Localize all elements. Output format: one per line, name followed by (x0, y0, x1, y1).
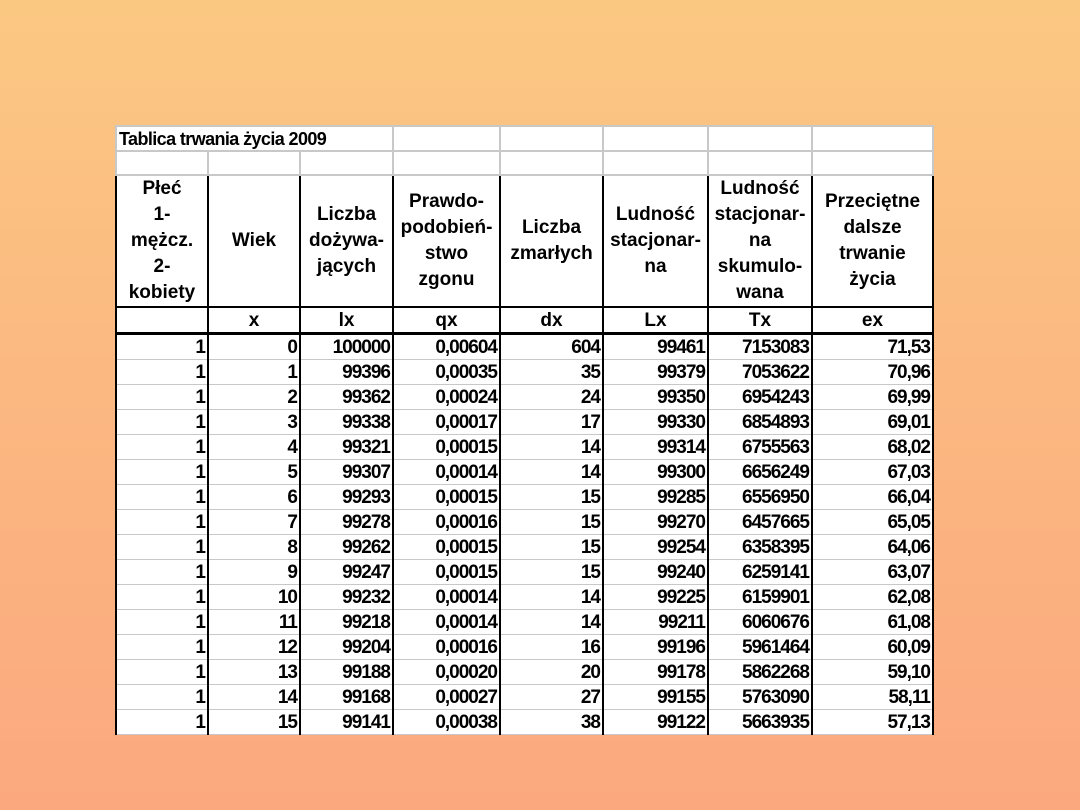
table-row (116, 410, 933, 435)
header-line: trwanie (839, 243, 906, 264)
life-table (115, 125, 934, 735)
cell-Lx: 99461 (603, 334, 708, 360)
cell-sex: 1 (116, 685, 208, 710)
cell-Tx: 6656249 (708, 460, 812, 485)
cell-ex: 59,10 (812, 660, 933, 685)
cell-sex: 1 (116, 710, 208, 735)
cell-qx: 0,00015 (393, 560, 500, 585)
cell-dx: 35 (500, 360, 603, 385)
cell-ex: 66,04 (812, 485, 933, 510)
cell-qx: 0,00016 (393, 510, 500, 535)
cell-ex: 69,01 (812, 410, 933, 435)
cell-dx: 604 (500, 334, 603, 360)
cell-ex: 69,99 (812, 385, 933, 410)
header-line: Prawdo- (409, 191, 484, 212)
table-row (116, 585, 933, 610)
empty-cell (116, 151, 208, 175)
cell-qx: 0,00014 (393, 585, 500, 610)
header-deaths (500, 175, 603, 307)
symbol-dx: dx (500, 307, 603, 334)
header-line: Liczba (521, 217, 582, 238)
cell-Tx: 6854893 (708, 410, 812, 435)
table-title: Tablica trwania życia 2009 (116, 126, 393, 151)
cell-dx: 15 (500, 510, 603, 535)
cell-Lx: 99285 (603, 485, 708, 510)
cell-Tx: 6060676 (708, 610, 812, 635)
table-row (116, 660, 933, 685)
table-row (116, 485, 933, 510)
cell-age: 5 (208, 460, 300, 485)
header-line: stacjonar- (610, 230, 701, 251)
header-line: życia (849, 269, 896, 290)
header-line: Wiek (231, 230, 277, 251)
cell-age: 7 (208, 510, 300, 535)
cell-age: 0 (208, 334, 300, 360)
empty-cell (708, 151, 812, 175)
cell-Tx: 6159901 (708, 585, 812, 610)
cell-qx: 0,00014 (393, 610, 500, 635)
header-line: jących (316, 256, 377, 277)
cell-sex: 1 (116, 334, 208, 360)
cell-age: 8 (208, 535, 300, 560)
empty-cell (708, 126, 812, 151)
cell-sex: 1 (116, 385, 208, 410)
cell-age: 12 (208, 635, 300, 660)
cell-age: 2 (208, 385, 300, 410)
cell-sex: 1 (116, 410, 208, 435)
table-row (116, 435, 933, 460)
cell-Lx: 99178 (603, 660, 708, 685)
cell-age: 14 (208, 685, 300, 710)
cell-dx: 14 (500, 435, 603, 460)
cell-lx: 99278 (300, 510, 393, 535)
table-row (116, 610, 933, 635)
cell-Lx: 99254 (603, 535, 708, 560)
cell-ex: 70,96 (812, 360, 933, 385)
header-population (603, 175, 708, 307)
header-line: mężcz. (130, 230, 194, 251)
cell-lx: 99338 (300, 410, 393, 435)
cell-Tx: 6358395 (708, 535, 812, 560)
cell-ex: 68,02 (812, 435, 933, 460)
empty-cell (500, 126, 603, 151)
cell-lx: 99168 (300, 685, 393, 710)
cell-dx: 14 (500, 610, 603, 635)
cell-age: 1 (208, 360, 300, 385)
header-line: Ludność (615, 204, 696, 225)
cell-Tx: 6755563 (708, 435, 812, 460)
cell-ex: 61,08 (812, 610, 933, 635)
cell-age: 13 (208, 660, 300, 685)
cell-dx: 20 (500, 660, 603, 685)
symbol-x: x (208, 307, 300, 334)
cell-Lx: 99330 (603, 410, 708, 435)
cell-sex: 1 (116, 535, 208, 560)
cell-lx: 99262 (300, 535, 393, 560)
cell-dx: 14 (500, 585, 603, 610)
header-line: Przeciętne (824, 191, 921, 212)
cell-age: 6 (208, 485, 300, 510)
cell-Lx: 99196 (603, 635, 708, 660)
cell-ex: 64,06 (812, 535, 933, 560)
cell-Tx: 6954243 (708, 385, 812, 410)
header-line: Liczba (316, 204, 377, 225)
table-row (116, 510, 933, 535)
header-age (208, 175, 300, 307)
title-row (116, 126, 933, 151)
cell-Tx: 5763090 (708, 685, 812, 710)
header-line: Płeć (142, 178, 182, 199)
cell-qx: 0,00015 (393, 485, 500, 510)
cell-lx: 99247 (300, 560, 393, 585)
header-line: dalsze (843, 217, 902, 238)
table-row (116, 460, 933, 485)
cell-lx: 99321 (300, 435, 393, 460)
cell-Tx: 5961464 (708, 635, 812, 660)
header-life-expectancy (812, 175, 933, 307)
cell-Lx: 99225 (603, 585, 708, 610)
empty-cell (500, 151, 603, 175)
cell-age: 9 (208, 560, 300, 585)
cell-ex: 71,53 (812, 334, 933, 360)
table-row (116, 334, 933, 360)
cell-dx: 15 (500, 485, 603, 510)
symbol-sex (116, 307, 208, 334)
symbol-row (116, 307, 933, 334)
header-line: na (748, 230, 772, 251)
cell-sex: 1 (116, 485, 208, 510)
empty-cell (393, 151, 500, 175)
cell-qx: 0,00014 (393, 460, 500, 485)
cell-Tx: 6556950 (708, 485, 812, 510)
table-row (116, 385, 933, 410)
table-row (116, 635, 933, 660)
cell-lx: 99188 (300, 660, 393, 685)
cell-lx: 100000 (300, 334, 393, 360)
header-line: 1- (153, 204, 171, 225)
header-line: na (644, 256, 667, 277)
cell-sex: 1 (116, 510, 208, 535)
cell-Lx: 99155 (603, 685, 708, 710)
cell-lx: 99307 (300, 460, 393, 485)
cell-Tx: 7153083 (708, 334, 812, 360)
cell-sex: 1 (116, 435, 208, 460)
cell-dx: 14 (500, 460, 603, 485)
cell-qx: 0,00017 (393, 410, 500, 435)
cell-Lx: 99122 (603, 710, 708, 735)
cell-ex: 63,07 (812, 560, 933, 585)
cell-qx: 0,00035 (393, 360, 500, 385)
cell-Tx: 6259141 (708, 560, 812, 585)
header-sex (116, 175, 208, 307)
cell-qx: 0,00024 (393, 385, 500, 410)
table-row (116, 535, 933, 560)
symbol-Tx: Tx (708, 307, 812, 334)
cell-lx: 99293 (300, 485, 393, 510)
header-line: zmarłych (510, 243, 593, 264)
header-line: podobień- (400, 217, 493, 238)
cell-dx: 24 (500, 385, 603, 410)
cell-Lx: 99240 (603, 560, 708, 585)
cell-age: 10 (208, 585, 300, 610)
header-line: zgonu (418, 269, 475, 290)
cell-lx: 99141 (300, 710, 393, 735)
table-row (116, 685, 933, 710)
symbol-lx: lx (300, 307, 393, 334)
column-header-row (116, 175, 933, 307)
cell-lx: 99218 (300, 610, 393, 635)
empty-cell (812, 151, 933, 175)
cell-sex: 1 (116, 610, 208, 635)
cell-dx: 38 (500, 710, 603, 735)
empty-cell (603, 126, 708, 151)
cell-dx: 27 (500, 685, 603, 710)
cell-Lx: 99211 (603, 610, 708, 635)
cell-qx: 0,00020 (393, 660, 500, 685)
cell-Lx: 99350 (603, 385, 708, 410)
cell-ex: 60,09 (812, 635, 933, 660)
header-line: dożywa- (309, 230, 384, 251)
cell-lx: 99396 (300, 360, 393, 385)
empty-cell (393, 126, 500, 151)
cell-ex: 57,13 (812, 710, 933, 735)
cell-Lx: 99300 (603, 460, 708, 485)
cell-qx: 0,00015 (393, 535, 500, 560)
cell-ex: 65,05 (812, 510, 933, 535)
symbol-Lx: Lx (603, 307, 708, 334)
cell-ex: 67,03 (812, 460, 933, 485)
cell-lx: 99204 (300, 635, 393, 660)
cell-ex: 62,08 (812, 585, 933, 610)
cell-sex: 1 (116, 360, 208, 385)
cell-qx: 0,00038 (393, 710, 500, 735)
header-line: Ludność (720, 178, 800, 199)
header-line: skumulo- (717, 256, 803, 277)
empty-cell (208, 151, 300, 175)
cell-sex: 1 (116, 585, 208, 610)
blank-row (116, 151, 933, 175)
cell-age: 3 (208, 410, 300, 435)
cell-Tx: 5862268 (708, 660, 812, 685)
header-line: wana (736, 282, 784, 303)
cell-sex: 1 (116, 460, 208, 485)
cell-Tx: 5663935 (708, 710, 812, 735)
cell-sex: 1 (116, 660, 208, 685)
header-line: stacjonar- (714, 204, 806, 225)
cell-lx: 99232 (300, 585, 393, 610)
header-survivors (300, 175, 393, 307)
empty-cell (300, 151, 393, 175)
cell-sex: 1 (116, 560, 208, 585)
cell-qx: 0,00604 (393, 334, 500, 360)
cell-dx: 16 (500, 635, 603, 660)
cell-qx: 0,00016 (393, 635, 500, 660)
table-row (116, 560, 933, 585)
cell-ex: 58,11 (812, 685, 933, 710)
cell-age: 4 (208, 435, 300, 460)
cell-Tx: 6457665 (708, 510, 812, 535)
empty-cell (812, 126, 933, 151)
cell-age: 15 (208, 710, 300, 735)
cell-sex: 1 (116, 635, 208, 660)
cell-age: 11 (208, 610, 300, 635)
cell-dx: 17 (500, 410, 603, 435)
cell-dx: 15 (500, 535, 603, 560)
header-line: stwo (424, 243, 469, 264)
header-death-probability (393, 175, 500, 307)
table-row (116, 360, 933, 385)
cell-Tx: 7053622 (708, 360, 812, 385)
cell-qx: 0,00027 (393, 685, 500, 710)
cell-Lx: 99314 (603, 435, 708, 460)
header-line: 2- (153, 256, 171, 277)
cell-lx: 99362 (300, 385, 393, 410)
header-line: kobiety (128, 282, 196, 303)
cell-Lx: 99379 (603, 360, 708, 385)
cell-Lx: 99270 (603, 510, 708, 535)
table-row (116, 710, 933, 735)
header-cumulative-population (708, 175, 812, 307)
empty-cell (603, 151, 708, 175)
cell-dx: 15 (500, 560, 603, 585)
cell-qx: 0,00015 (393, 435, 500, 460)
symbol-ex: ex (812, 307, 933, 334)
symbol-qx: qx (393, 307, 500, 334)
